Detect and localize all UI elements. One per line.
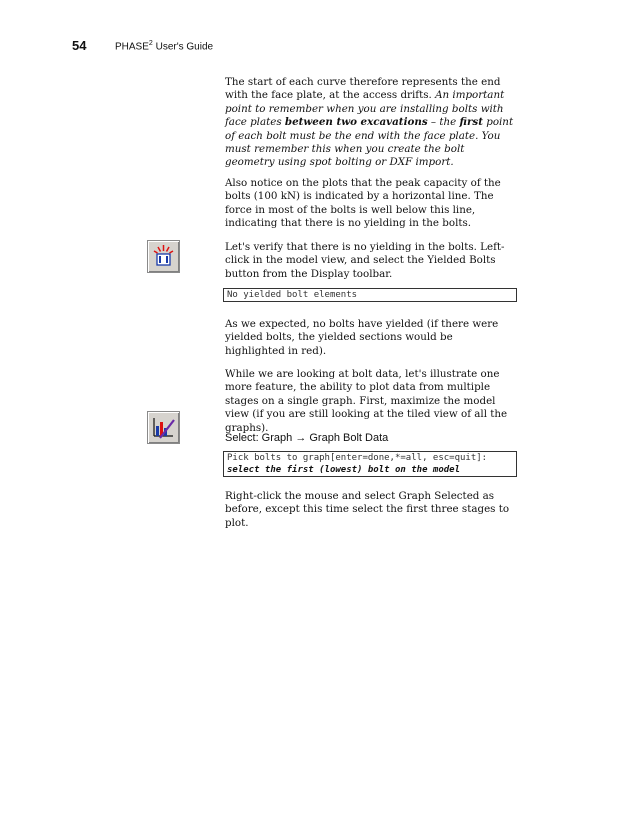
command-output-no-yield bbox=[223, 288, 517, 302]
p1-italic-b: – the bbox=[427, 116, 460, 129]
paragraph-no-bolts-yielded bbox=[225, 318, 515, 358]
p1-plain: The start of each curve therefore represents the end with the face plate, at the access drifts. bbox=[225, 76, 501, 102]
select-menu-instruction: Select: Graph → Graph Bolt Data bbox=[225, 432, 389, 444]
command-prompt-pick-bolts bbox=[223, 451, 517, 477]
prompt-response-line: select the first (lowest) bolt on the model bbox=[227, 465, 460, 475]
title-prefix: PHASE bbox=[115, 41, 149, 53]
graph-bolt-data-icon bbox=[148, 412, 179, 443]
p1-italic-a: An important point to remember when you are installing bolts with face plates bbox=[225, 89, 505, 129]
paragraph-graph-selected bbox=[225, 490, 515, 530]
command-output-text: No yielded bolt elements bbox=[227, 290, 358, 300]
p4-text: As we expected, no bolts have yielded (if there were yielded bolts, the yielded sections would be highlighted in red). bbox=[225, 318, 499, 357]
graph-bolt-data-button[interactable] bbox=[147, 411, 180, 444]
paragraph-peak-capacity bbox=[225, 177, 515, 231]
p5-text: While we are looking at bolt data, let's illustrate one more feature, the ability to plot data from multiple stages on a single graph. First, maximize the model view (if you are still looking at the tiled view of all the graphs). bbox=[225, 368, 508, 434]
page-number: 54 bbox=[72, 38, 87, 53]
prompt-line: Pick bolts to graph[enter=done,*=all, esc=quit]: bbox=[227, 453, 488, 463]
guide-title bbox=[115, 40, 213, 52]
paragraph-multiple-stages bbox=[225, 368, 515, 435]
yielded-bolts-icon bbox=[148, 241, 179, 272]
p2-text: Also notice on the plots that the peak capacity of the bolts (100 kN) is indicated by a horizontal line. The force in most of the bolts is well below this line, indicating that there is no yielding in the bolts. bbox=[225, 177, 501, 230]
title-suffix: User's Guide bbox=[152, 41, 214, 53]
p6-text: Right-click the mouse and select Graph Selected as before, except this time select the first three stages to plot. bbox=[225, 490, 510, 529]
paragraph-verify-yielding bbox=[225, 241, 515, 281]
title-superscript: 2 bbox=[148, 40, 153, 47]
p3-text: Let's verify that there is no yielding in the bolts. Left-click in the model view, and select the Yielded Bolts button from the Display toolbar. bbox=[225, 241, 505, 280]
paragraph-curve-start bbox=[225, 76, 515, 170]
yielded-bolts-button[interactable] bbox=[147, 240, 180, 273]
p1-italic-c: point of each bolt must be the end with the face plate. You must remember this when you create the bolt geometry using spot bolting or DXF import. bbox=[225, 116, 514, 169]
p1-bold-a: between two excavations bbox=[284, 116, 428, 129]
p1-bold-b: first bbox=[459, 116, 483, 129]
